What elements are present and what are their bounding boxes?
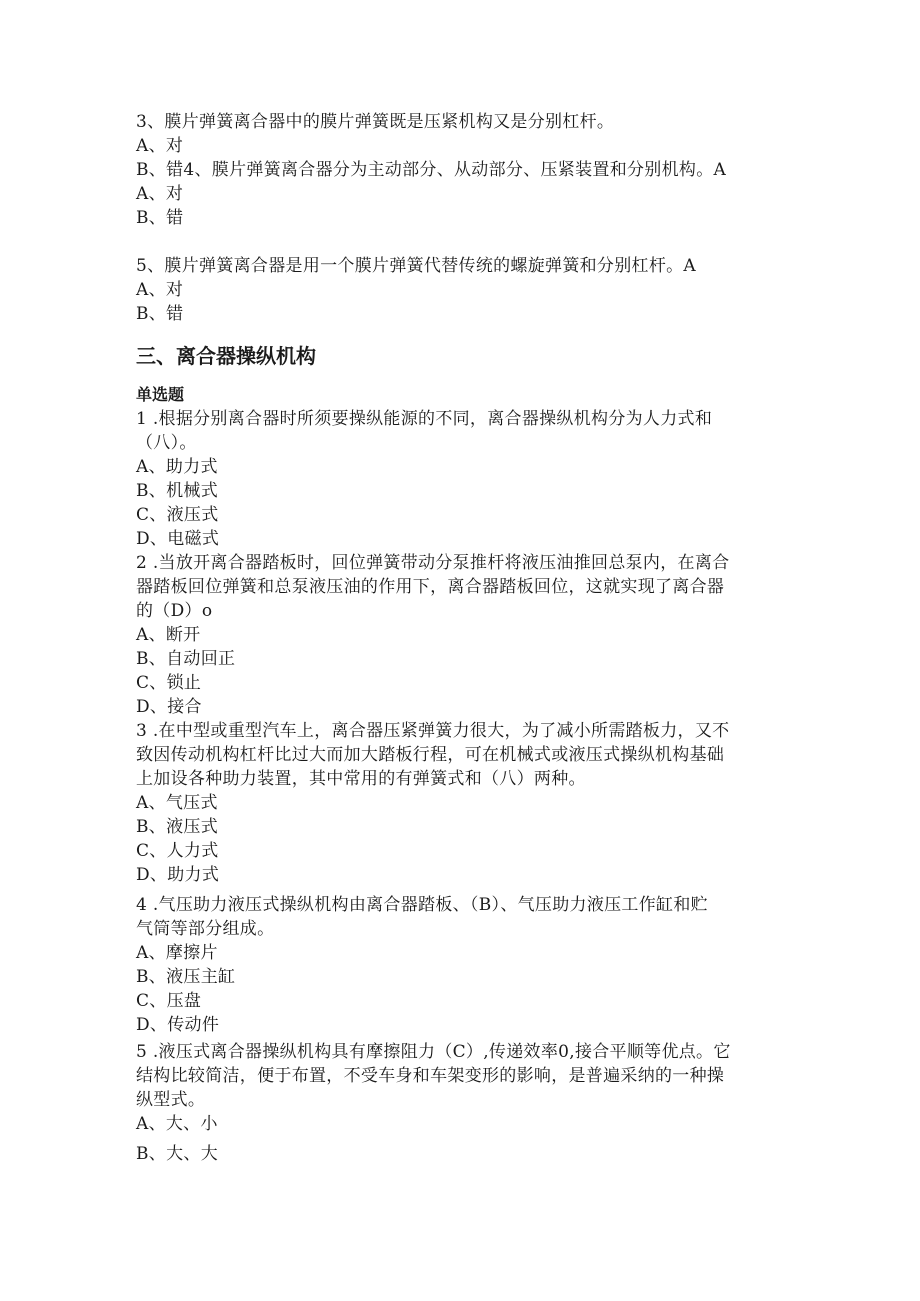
mc-question-5-line-2: 结构比较简洁，便于布置，不受车身和车架变形的影响，是普遍采纳的一种操: [136, 1066, 725, 1086]
section-title: 三、离合器操纵机构: [136, 344, 316, 368]
mc-question-3-option-d: D、助力式: [136, 865, 220, 885]
mc-question-1-option-d: D、电磁式: [136, 529, 220, 549]
mc-question-3-option-b: B、液压式: [136, 817, 218, 837]
mc-question-3-line-2: 致因传动机构杠杆比过大而加大踏板行程，可在机械式或液压式操纵机构基础: [136, 745, 725, 765]
mc-question-2-line-1: 2 .当放开离合器踏板时，回位弹簧带动分泵推杆将液压油推回总泵内，在离合: [136, 553, 730, 573]
mc-question-4-option-c: C、压盘: [136, 991, 202, 1011]
mc-question-4-option-d: D、传动件: [136, 1015, 220, 1035]
question-5-option-b: B、错: [136, 304, 184, 324]
mc-question-2-option-b: B、自动回正: [136, 649, 236, 669]
mc-question-3-line-3: 上加设各种助力装置，其中常用的有弹簧式和（八）两种。: [136, 769, 586, 789]
mc-question-2-line-3: 的（D）o: [136, 601, 213, 621]
mc-question-5-line-3: 纵型式。: [136, 1090, 206, 1110]
mc-question-2-option-c: C、锁止: [136, 673, 202, 693]
section-subtitle: 单选题: [136, 385, 185, 404]
mc-question-3-option-c: C、人力式: [136, 841, 219, 861]
mc-question-5-option-a: A、大、小: [136, 1114, 218, 1134]
question-5-text: 5、膜片弹簧离合器是用一个膜片弹簧代替传统的螺旋弹簧和分别杠杆。A: [136, 256, 696, 276]
question-5-option-a: A、对: [136, 280, 184, 300]
mc-question-1-line-2: （八）。: [136, 433, 197, 453]
mc-question-5-line-1: 5 .液压式离合器操纵机构具有摩擦阻力（C）,传递效率0,接合平顺等优点。它: [136, 1042, 731, 1062]
mc-question-5-option-b: B、大、大: [136, 1144, 218, 1164]
mc-question-3-line-1: 3 .在中型或重型汽车上，离合器压紧弹簧力很大，为了减小所需踏板力，又不: [136, 721, 730, 741]
mc-question-2-option-d: D、接合: [136, 697, 202, 717]
mc-question-2-option-a: A、断开: [136, 625, 201, 645]
mc-question-1-option-a: A、助力式: [136, 457, 218, 477]
question-3-option-b-and-question-4: B、错4、膜片弹簧离合器分为主动部分、从动部分、压紧装置和分别机构。A: [136, 160, 727, 180]
mc-question-4-line-2: 气筒等部分组成。: [136, 919, 275, 939]
mc-question-2-line-2: 器踏板回位弹簧和总泵液压油的作用下，离合器踏板回位，这就实现了离合器: [136, 577, 725, 597]
mc-question-4-option-a: A、摩擦片: [136, 943, 218, 963]
question-3-text: 3、膜片弹簧离合器中的膜片弹簧既是压紧机构又是分别杠杆。: [136, 112, 615, 132]
mc-question-4-option-b: B、液压主缸: [136, 967, 236, 987]
mc-question-1-option-c: C、液压式: [136, 505, 219, 525]
question-3-option-a: A、对: [136, 136, 184, 156]
mc-question-1-option-b: B、机械式: [136, 481, 218, 501]
mc-question-4-line-1: 4 .气压助力液压式操纵机构由离合器踏板、（B）、气压助力液压工作缸和贮: [136, 895, 708, 915]
question-4-option-a: A、对: [136, 184, 184, 204]
mc-question-3-option-a: A、气压式: [136, 793, 218, 813]
question-4-option-b: B、错: [136, 208, 184, 228]
mc-question-1-line-1: 1 .根据分别离合器时所须要操纵能源的不同，离合器操纵机构分为人力式和: [136, 409, 713, 429]
